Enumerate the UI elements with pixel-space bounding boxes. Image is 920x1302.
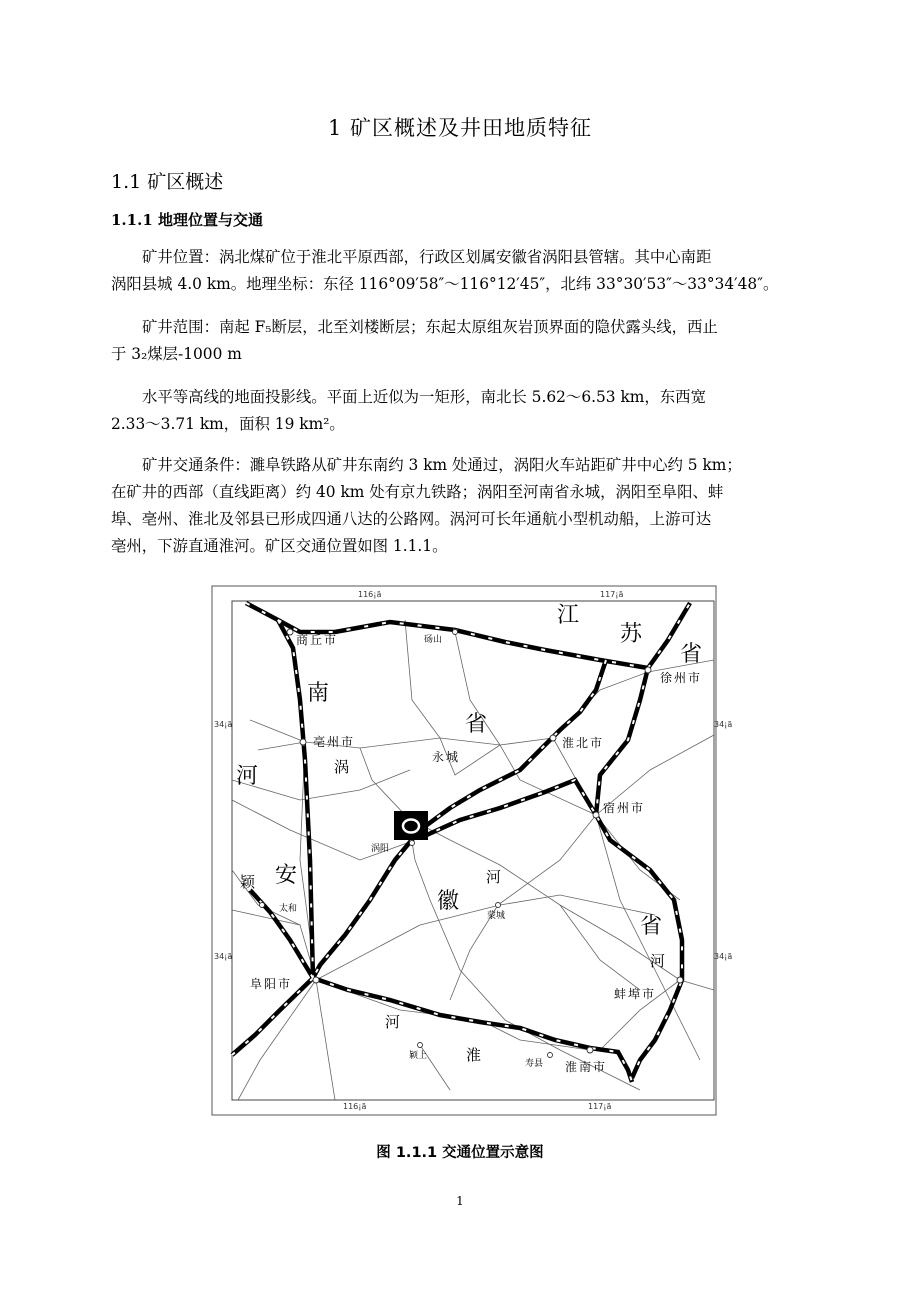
text-line: 矿井交通条件：濉阜铁路从矿井东南约 3 km 处通过，涡阳火车站距矿井中心约 5 km； [142,456,742,474]
province-label-char: 南 [307,681,330,706]
lat-label-left-bottom: 34¡ã [214,952,233,961]
mine-location-marker-icon [394,811,428,840]
province-label-char: 安 [275,863,298,888]
text-line: 涡阳县城 4.0 km。地理坐标：东径 116°09′58″～116°12′45″，北纬 33°30′53″～33°34′48″。 [111,275,779,293]
city-label: 永城 [432,750,461,764]
province-label-char: 省 [680,642,703,667]
province-label-char: 河 [236,764,259,789]
city-label: 商丘市 [296,633,339,647]
text-line: 亳州，下游直通淮河。矿区交通位置如图 1.1.1。 [111,537,448,555]
city-label: 淮南市 [565,1060,608,1074]
river-label: 淮 [466,1046,482,1064]
section-heading: 1.1 矿区概述 [111,171,224,193]
town-label: 蒙城 [487,911,506,921]
river-label: 颖 [240,873,256,891]
river-label: 河 [486,868,502,886]
city-label: 亳州市 [313,735,356,749]
page-number: 1 [456,1194,464,1208]
lat-label-left-top: 34¡ã [214,720,233,729]
lon-label-bottom-left: 116¡ã [343,1102,367,1111]
lon-label-bottom-right: 117¡ã [588,1102,612,1111]
text-line: 于 3₂煤层-1000 m [111,345,242,363]
figure-caption: 图 1.1.1 交通位置示意图 [376,1145,544,1161]
province-label-char: 江 [557,603,580,628]
lon-label-top-left: 116¡ã [358,590,382,599]
town-label: 砀山 [424,635,443,645]
city-label: 徐州市 [660,671,703,685]
river-label: 河 [385,1013,401,1031]
river-label: 河 [650,952,666,970]
city-label: 蚌埠市 [614,987,657,1001]
chapter-heading: 1 矿区概述及井田地质特征 [327,116,593,140]
text-line: 矿井范围：南起 F₅断层，北至刘楼断层；东起太原组灰岩顶界面的隐伏露头线，西止 [142,318,718,336]
subsection-heading: 1.1.1 地理位置与交通 [111,211,263,229]
town-label: 颖上 [409,1051,428,1061]
province-label-char: 徽 [437,889,460,914]
text-line: 矿井位置：涡北煤矿位于淮北平原西部，行政区划属安徽省涡阳县管辖。其中心南距 [142,248,712,266]
lon-label-top-right: 117¡ã [600,590,624,599]
lat-label-right-top: 34¡ã [714,720,733,729]
province-label-char: 苏 [620,622,643,647]
province-label-char: 省 [465,712,488,737]
map-inner-frame [232,601,714,1100]
province-label-char: 省 [640,914,663,939]
city-label: 宿州市 [603,801,646,815]
text-line: 埠、亳州、淮北及邻县已形成四通八达的公路网。涡河可长年通航小型机动船，上游可达 [111,510,712,528]
text-line: 在矿井的西部（直线距离）约 40 km 处有京九铁路；涡阳至河南省永城，涡阳至阜阳、蚌 [111,483,724,501]
river-label: 涡 [334,758,350,776]
town-label: 太和 [279,904,298,914]
lat-label-right-bottom: 34¡ã [714,952,733,961]
city-label: 淮北市 [562,736,605,750]
text-line: 2.33～3.71 km，面积 19 km²。 [111,415,345,433]
text-line: 水平等高线的地面投影线。平面上近似为一矩形，南北长 5.62～6.53 km，东西宽 [142,388,706,406]
town-label: 寿县 [525,1059,544,1069]
city-label: 阜阳市 [250,977,293,991]
town-label: 涡阳 [371,844,390,854]
